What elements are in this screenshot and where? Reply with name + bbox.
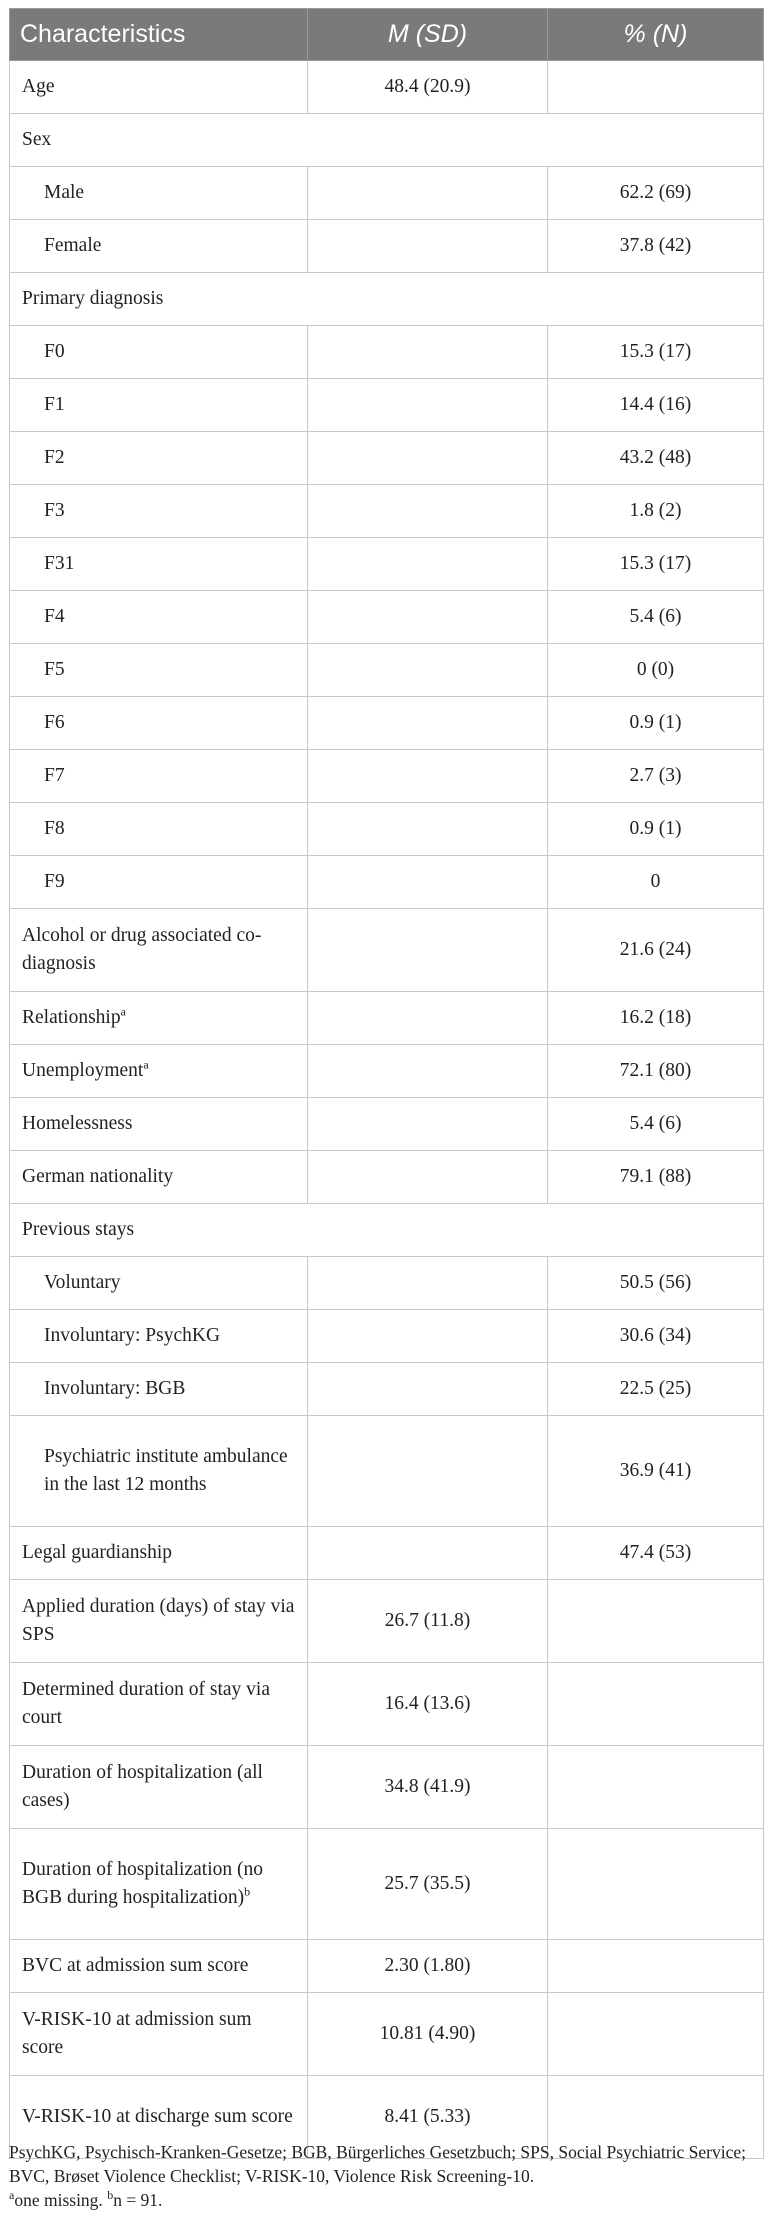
row-label: Age	[10, 61, 308, 114]
row-mean-sd	[308, 485, 548, 538]
row-label: German nationality	[10, 1151, 308, 1204]
table-row	[10, 1310, 764, 1363]
row-mean-sd: 48.4 (20.9)	[308, 61, 548, 114]
table-row	[10, 1151, 764, 1204]
row-mean-sd	[308, 1416, 548, 1527]
row-label: F2	[10, 432, 308, 485]
row-mean-sd	[308, 697, 548, 750]
row-label: Male	[10, 167, 308, 220]
row-percent-n: 14.4 (16)	[548, 379, 764, 432]
section-label: Primary diagnosis	[10, 273, 764, 326]
header-percent-n: % (N)	[548, 9, 764, 61]
row-mean-sd	[308, 992, 548, 1045]
table-row	[10, 992, 764, 1045]
table-header	[10, 9, 764, 61]
row-label: Applied duration (days) of stay via SPS	[10, 1580, 308, 1663]
row-percent-n: 21.6 (24)	[548, 909, 764, 992]
row-mean-sd	[308, 538, 548, 591]
row-percent-n	[548, 1746, 764, 1829]
row-mean-sd	[308, 1045, 548, 1098]
row-percent-n: 22.5 (25)	[548, 1363, 764, 1416]
row-mean-sd	[308, 379, 548, 432]
table-row	[10, 220, 764, 273]
table-row	[10, 750, 764, 803]
row-percent-n: 43.2 (48)	[548, 432, 764, 485]
table-row	[10, 909, 764, 992]
table-row	[10, 803, 764, 856]
row-mean-sd	[308, 1310, 548, 1363]
row-label: BVC at admission sum score	[10, 1940, 308, 1993]
row-percent-n: 36.9 (41)	[548, 1416, 764, 1527]
row-percent-n: 15.3 (17)	[548, 538, 764, 591]
table-row	[10, 1746, 764, 1829]
row-percent-n: 0.9 (1)	[548, 803, 764, 856]
row-mean-sd: 8.41 (5.33)	[308, 2076, 548, 2159]
row-mean-sd	[308, 803, 548, 856]
row-percent-n: 72.1 (80)	[548, 1045, 764, 1098]
row-label: Female	[10, 220, 308, 273]
table-body	[10, 61, 764, 2159]
row-mean-sd	[308, 1527, 548, 1580]
row-percent-n	[548, 1940, 764, 1993]
row-percent-n	[548, 1580, 764, 1663]
row-percent-n	[548, 1663, 764, 1746]
row-label: F8	[10, 803, 308, 856]
row-mean-sd	[308, 220, 548, 273]
table-row	[10, 1663, 764, 1746]
row-mean-sd: 34.8 (41.9)	[308, 1746, 548, 1829]
row-mean-sd: 10.81 (4.90)	[308, 1993, 548, 2076]
row-label: Duration of hospitalization (all cases)	[10, 1746, 308, 1829]
table-row	[10, 1098, 764, 1151]
row-mean-sd	[308, 167, 548, 220]
row-label: V-RISK-10 at discharge sum score	[10, 2076, 308, 2159]
row-label: Duration of hospitalization (no BGB during hospitalization)	[22, 1859, 263, 1908]
row-mean-sd	[308, 750, 548, 803]
table-row	[10, 1580, 764, 1663]
row-label: Homelessness	[10, 1098, 308, 1151]
table-row	[10, 697, 764, 750]
header-characteristics: Characteristics	[10, 9, 308, 61]
row-label: Alcohol or drug associated co-diagnosis	[10, 909, 308, 992]
row-mean-sd	[308, 1151, 548, 1204]
row-label: F4	[10, 591, 308, 644]
row-percent-n: 62.2 (69)	[548, 167, 764, 220]
row-mean-sd: 16.4 (13.6)	[308, 1663, 548, 1746]
footnote-b-marker: b	[107, 2188, 114, 2203]
table-row	[10, 1416, 764, 1527]
row-mean-sd	[308, 591, 548, 644]
row-percent-n: 5.4 (6)	[548, 591, 764, 644]
row-label: Voluntary	[10, 1257, 308, 1310]
row-mean-sd	[308, 1257, 548, 1310]
row-percent-n: 5.4 (6)	[548, 1098, 764, 1151]
row-mean-sd	[308, 432, 548, 485]
footnote-marker: a	[143, 1057, 149, 1072]
row-label: F5	[10, 644, 308, 697]
section-label: Previous stays	[10, 1204, 764, 1257]
row-percent-n: 0 (0)	[548, 644, 764, 697]
row-percent-n: 50.5 (56)	[548, 1257, 764, 1310]
footnote-a-text: one missing.	[14, 2190, 108, 2210]
row-label: F1	[10, 379, 308, 432]
abbreviations-note: PsychKG, Psychisch-Kranken-Gesetze; BGB, Bürgerliches Gesetzbuch; SPS, Social Psychiatric Service; BVC, Brøset Violence Checklist; V-RISK-10, Violence Risk Screening-10.	[9, 2142, 746, 2186]
row-percent-n: 47.4 (53)	[548, 1527, 764, 1580]
row-percent-n: 30.6 (34)	[548, 1310, 764, 1363]
row-percent-n: 15.3 (17)	[548, 326, 764, 379]
table-row	[10, 1527, 764, 1580]
row-label: Legal guardianship	[10, 1527, 308, 1580]
row-percent-n: 37.8 (42)	[548, 220, 764, 273]
row-percent-n	[548, 1829, 764, 1940]
row-label: Psychiatric institute ambulance in the last 12 months	[10, 1416, 308, 1527]
row-label: F9	[10, 856, 308, 909]
table-row	[10, 1940, 764, 1993]
footnote-b-text: n = 91.	[113, 2190, 163, 2210]
header-mean-sd: M (SD)	[308, 9, 548, 61]
row-percent-n	[548, 1993, 764, 2076]
table-row	[10, 1257, 764, 1310]
row-mean-sd	[308, 644, 548, 697]
row-percent-n: 0.9 (1)	[548, 697, 764, 750]
table-row	[10, 1993, 764, 2076]
row-mean-sd	[308, 909, 548, 992]
row-label: F31	[10, 538, 308, 591]
table-row	[10, 273, 764, 326]
table-row	[10, 1829, 764, 1940]
section-label: Sex	[10, 114, 764, 167]
row-label: Involuntary: PsychKG	[10, 1310, 308, 1363]
table-row	[10, 538, 764, 591]
row-label-cell	[10, 1829, 308, 1940]
missing-and-n-note	[9, 2188, 759, 2212]
row-label: Relationship	[22, 1007, 121, 1028]
footnote-marker: a	[120, 1004, 126, 1019]
row-label: Determined duration of stay via court	[10, 1663, 308, 1746]
table-row	[10, 379, 764, 432]
row-label: F3	[10, 485, 308, 538]
table-row	[10, 644, 764, 697]
table-row	[10, 591, 764, 644]
table-row	[10, 167, 764, 220]
row-label-cell	[10, 992, 308, 1045]
table-row	[10, 432, 764, 485]
table-row	[10, 326, 764, 379]
characteristics-table-container	[9, 8, 763, 2159]
table-row	[10, 856, 764, 909]
row-percent-n: 0	[548, 856, 764, 909]
row-label: F7	[10, 750, 308, 803]
table-footnotes	[9, 2140, 759, 2212]
row-percent-n: 79.1 (88)	[548, 1151, 764, 1204]
row-percent-n	[548, 61, 764, 114]
footnote-marker: b	[244, 1884, 251, 1899]
footnote-a-marker: a	[9, 2188, 15, 2203]
row-percent-n: 2.7 (3)	[548, 750, 764, 803]
header-row	[10, 9, 764, 61]
row-mean-sd: 2.30 (1.80)	[308, 1940, 548, 1993]
row-label: F0	[10, 326, 308, 379]
row-percent-n: 16.2 (18)	[548, 992, 764, 1045]
row-mean-sd	[308, 1363, 548, 1416]
row-label: Unemployment	[22, 1060, 144, 1081]
table-row	[10, 61, 764, 114]
table-row	[10, 485, 764, 538]
row-mean-sd: 26.7 (11.8)	[308, 1580, 548, 1663]
row-label-cell	[10, 1045, 308, 1098]
table-row	[10, 1363, 764, 1416]
table-row	[10, 1045, 764, 1098]
row-mean-sd	[308, 856, 548, 909]
row-percent-n: 1.8 (2)	[548, 485, 764, 538]
table-row	[10, 114, 764, 167]
row-mean-sd: 25.7 (35.5)	[308, 1829, 548, 1940]
row-label: V-RISK-10 at admission sum score	[10, 1993, 308, 2076]
table-row	[10, 1204, 764, 1257]
row-mean-sd	[308, 326, 548, 379]
row-mean-sd	[308, 1098, 548, 1151]
row-label: Involuntary: BGB	[10, 1363, 308, 1416]
row-label: F6	[10, 697, 308, 750]
characteristics-table	[9, 8, 764, 2159]
